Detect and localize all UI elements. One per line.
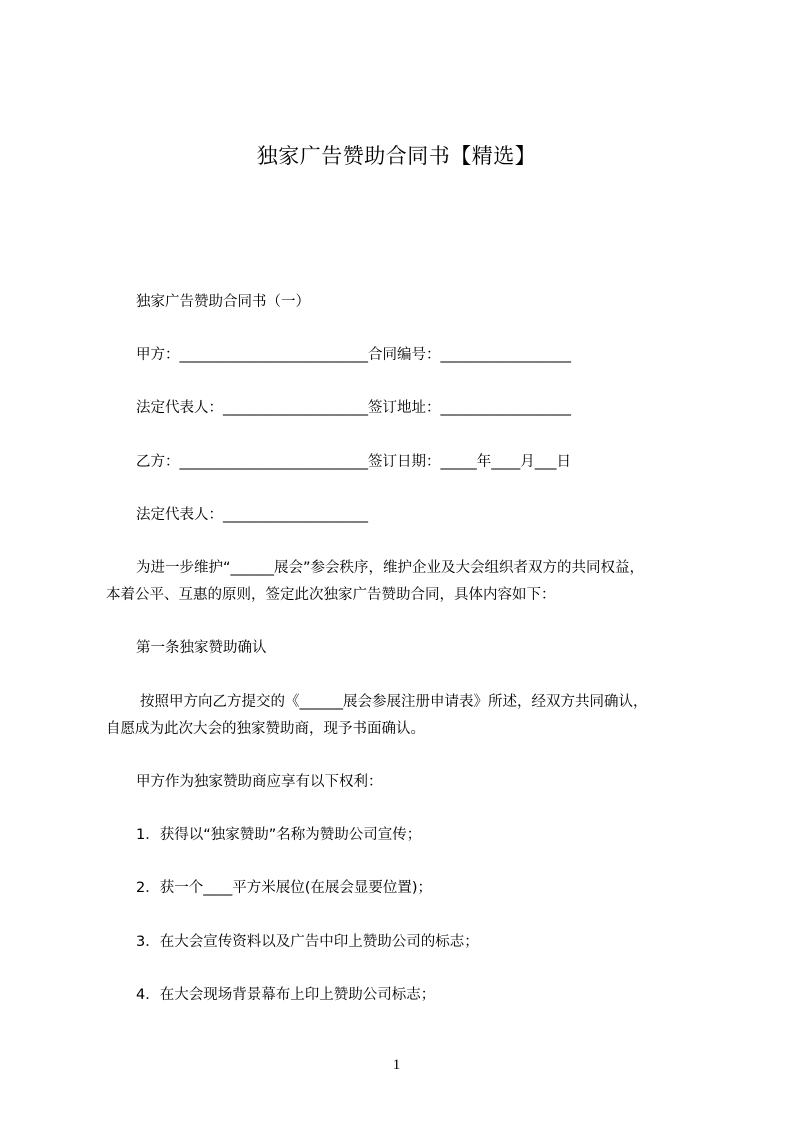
rights-heading: 甲方作为独家赞助商应享有以下权利： bbox=[136, 774, 383, 790]
legal-rep-address-line: 法定代表人：____________________签订地址：__________________ bbox=[136, 400, 571, 416]
party-a-line: 甲方：__________________________合同编号：__________________ bbox=[136, 347, 571, 363]
paragraph-intro-line-2: 本着公平、互惠的原则，签定此次独家广告赞助合同，具体内容如下： bbox=[106, 587, 556, 603]
article-one-heading: 第一条独家赞助确认 bbox=[136, 640, 267, 656]
rights-item-2: 2．获一个____平方米展位(在展会显要位置)； bbox=[136, 880, 433, 896]
rights-item-3: 3．在大会宣传资料以及广告中印上赞助公司的标志； bbox=[136, 934, 479, 950]
rights-item-1: 1．获得以“独家赞助”名称为赞助公司宣传； bbox=[136, 827, 422, 843]
legal-rep-line: 法定代表人：____________________ bbox=[136, 507, 368, 523]
paragraph-confirm-line-2: 自愿成为此次大会的独家赞助商，现予书面确认。 bbox=[106, 721, 425, 737]
document-title: 独家广告赞助合同书【精选】 bbox=[256, 144, 537, 168]
page-number: 1 bbox=[392, 1057, 401, 1073]
rights-item-4: 4．在大会现场背景幕布上印上赞助公司标志； bbox=[136, 987, 436, 1003]
section-heading-contract-one: 独家广告赞助合同书（一） bbox=[136, 294, 310, 310]
paragraph-confirm-line-1: 按照甲方向乙方提交的《______展会参展注册申请表》所述，经双方共同确认， bbox=[140, 694, 648, 710]
party-b-date-line: 乙方：__________________________签订日期：_____年____月___日 bbox=[136, 454, 571, 470]
paragraph-intro-line-1: 为进一步维护“______展会”参会秩序，维护企业及大会组织者双方的共同权益， bbox=[136, 560, 645, 576]
